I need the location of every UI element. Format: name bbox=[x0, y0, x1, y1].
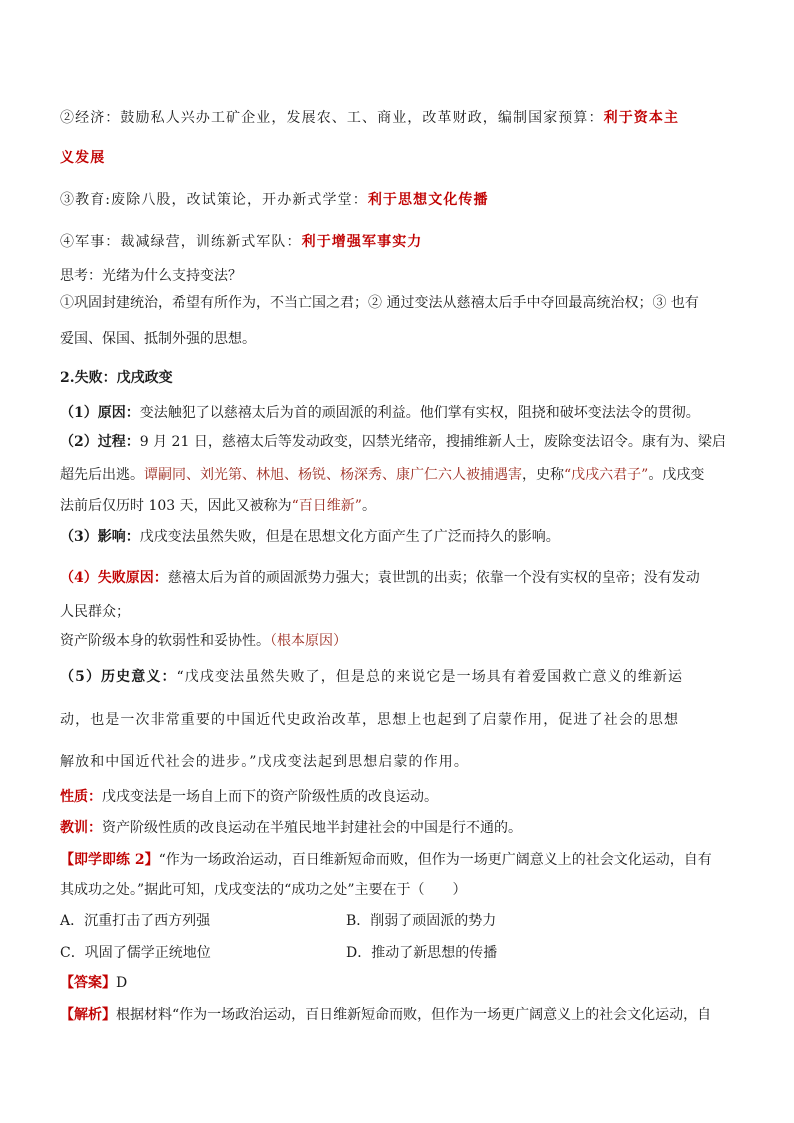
answer-value: D bbox=[116, 975, 128, 991]
think-answer-line2: 爱国、保国、抵制外强的思想。 bbox=[60, 331, 256, 347]
explanation-text: 根据材料“作为一场政治运动，百日维新短命而败，但作为一场更广阔意义上的社会文化运动，自 bbox=[116, 1007, 712, 1023]
section-heading-failure: 2.失败：戊戌政变 bbox=[60, 370, 173, 386]
failure-reason-line bbox=[60, 403, 700, 423]
lesson-label: 教训： bbox=[60, 820, 102, 836]
education-reform-line bbox=[60, 190, 489, 210]
military-reform-effect: 利于增强军事实力 bbox=[301, 234, 423, 250]
economy-reform-line2 bbox=[60, 148, 105, 168]
option-b: B．削弱了顽固派的势力 bbox=[346, 913, 497, 929]
process-text-e: 。 bbox=[361, 498, 376, 514]
explanation-label: 【解析】 bbox=[60, 1007, 116, 1023]
failure-cause-weakness: 资产阶级本身的软弱性和妥协性。 bbox=[60, 633, 270, 649]
military-reform-text: ④军事：裁减绿营，训练新式军队： bbox=[60, 234, 302, 250]
answer-label: 【答案】 bbox=[60, 975, 116, 991]
nature-line bbox=[60, 787, 438, 807]
practice-stem-line2: 其成功之处。”据此可知，戊戌变法的“成功之处”主要在于（ ） bbox=[60, 882, 467, 898]
failure-process-line3 bbox=[60, 496, 376, 516]
failure-cause-label: （4）失败原因： bbox=[60, 570, 168, 586]
process-text-b: ，史称 bbox=[522, 467, 564, 483]
failure-process-line2 bbox=[60, 465, 704, 485]
answer-line bbox=[60, 973, 127, 993]
option-d: D．推动了新思想的传播 bbox=[346, 945, 498, 961]
failure-reason-label: （1）原因： bbox=[60, 405, 140, 421]
failure-impact-line bbox=[60, 527, 560, 547]
significance-line2: 动，也是一次非常重要的中国近代史政治改革，思想上也起到了启蒙作用，促进了社会的思想 bbox=[60, 712, 680, 728]
think-answer-line1: ①巩固封建统治，希望有所作为，不当亡国之君；② 通过变法从慈禧太后手中夺回最高统治权；③ 也有 bbox=[60, 295, 699, 311]
option-a: A．沉重打击了西方列强 bbox=[60, 913, 211, 929]
significance-label: （5）历史意义： bbox=[60, 669, 177, 685]
failure-process-line1 bbox=[60, 432, 726, 452]
lesson-text: 资产阶级性质的改良运动在半殖民地半封建社会的中国是行不通的。 bbox=[102, 820, 522, 836]
practice-stem-line1 bbox=[60, 850, 712, 870]
economy-reform-line1 bbox=[60, 108, 679, 128]
significance-text: “戊戌变法虽然失败了，但是总的来说它是一场具有着爱国救亡意义的维新运 bbox=[176, 669, 684, 685]
failure-cause-line3 bbox=[60, 631, 347, 651]
failure-cause-line1 bbox=[60, 568, 700, 588]
education-reform-effect: 利于思想文化传播 bbox=[367, 192, 489, 208]
root-cause-note: （根本原因） bbox=[270, 633, 347, 649]
explanation-line bbox=[60, 1005, 711, 1025]
practice-stem-text: “作为一场政治运动，百日维新短命而败，但作为一场更广阔意义上的社会文化运动，自有 bbox=[158, 852, 712, 868]
significance-line1 bbox=[60, 667, 683, 687]
significance-line3: 解放和中国近代社会的进步。”戊戌变法起到思想启蒙的作用。 bbox=[60, 754, 469, 770]
failure-process-label: （2）过程： bbox=[60, 434, 140, 450]
option-c: C．巩固了儒学正统地位 bbox=[60, 945, 211, 961]
practice-label: 【即学即练 2】 bbox=[60, 852, 159, 868]
process-text-d: 法前后仅历时 103 天，因此又被称为 bbox=[60, 498, 292, 514]
military-reform-line bbox=[60, 232, 422, 252]
hundred-days-term: “百日维新” bbox=[291, 498, 362, 514]
economy-reform-effect-cont: 义发展 bbox=[60, 150, 106, 166]
failure-reason-text: 变法触犯了以慈禧太后为首的顽固派的利益。他们掌有实权，阻挠和破坏变法法令的贯彻。 bbox=[139, 405, 700, 421]
process-text-c: 。戊戌变 bbox=[648, 467, 705, 483]
nature-text: 戊戌变法是一场自上而下的资产阶级性质的改良运动。 bbox=[102, 789, 438, 805]
economy-reform-text: ②经济：鼓励私人兴办工矿企业，发展农、工、商业，改革财政，编制国家预算： bbox=[60, 110, 604, 126]
six-gentlemen-term: “戊戌六君子” bbox=[564, 467, 649, 483]
failure-process-text: 9 月 21 日，慈禧太后等发动政变，囚禁光绪帝，搜捕维新人士，废除变法诏令。康有为、梁启 bbox=[139, 434, 726, 450]
education-reform-text: ③教育:废除八股，改试策论，开办新式学堂： bbox=[60, 192, 368, 208]
process-text-a: 超先后出逃。 bbox=[60, 467, 144, 483]
lesson-line bbox=[60, 818, 522, 838]
six-gentlemen-names: 谭嗣同、刘光第、林旭、杨锐、杨深秀、康广仁六人被捕遇害 bbox=[144, 467, 522, 483]
think-question: 思考：光绪为什么支持变法？ bbox=[60, 268, 242, 284]
failure-impact-label: （3）影响： bbox=[60, 529, 140, 545]
nature-label: 性质： bbox=[60, 789, 102, 805]
failure-impact-text: 戊戌变法虽然失败，但是在思想文化方面产生了广泛而持久的影响。 bbox=[139, 529, 560, 545]
failure-cause-text: 慈禧太后为首的顽固派势力强大；袁世凯的出卖；依靠一个没有实权的皇帝；没有发动 bbox=[167, 570, 700, 586]
economy-reform-effect: 利于资本主 bbox=[603, 110, 680, 126]
failure-cause-line2: 人民群众； bbox=[60, 604, 130, 620]
